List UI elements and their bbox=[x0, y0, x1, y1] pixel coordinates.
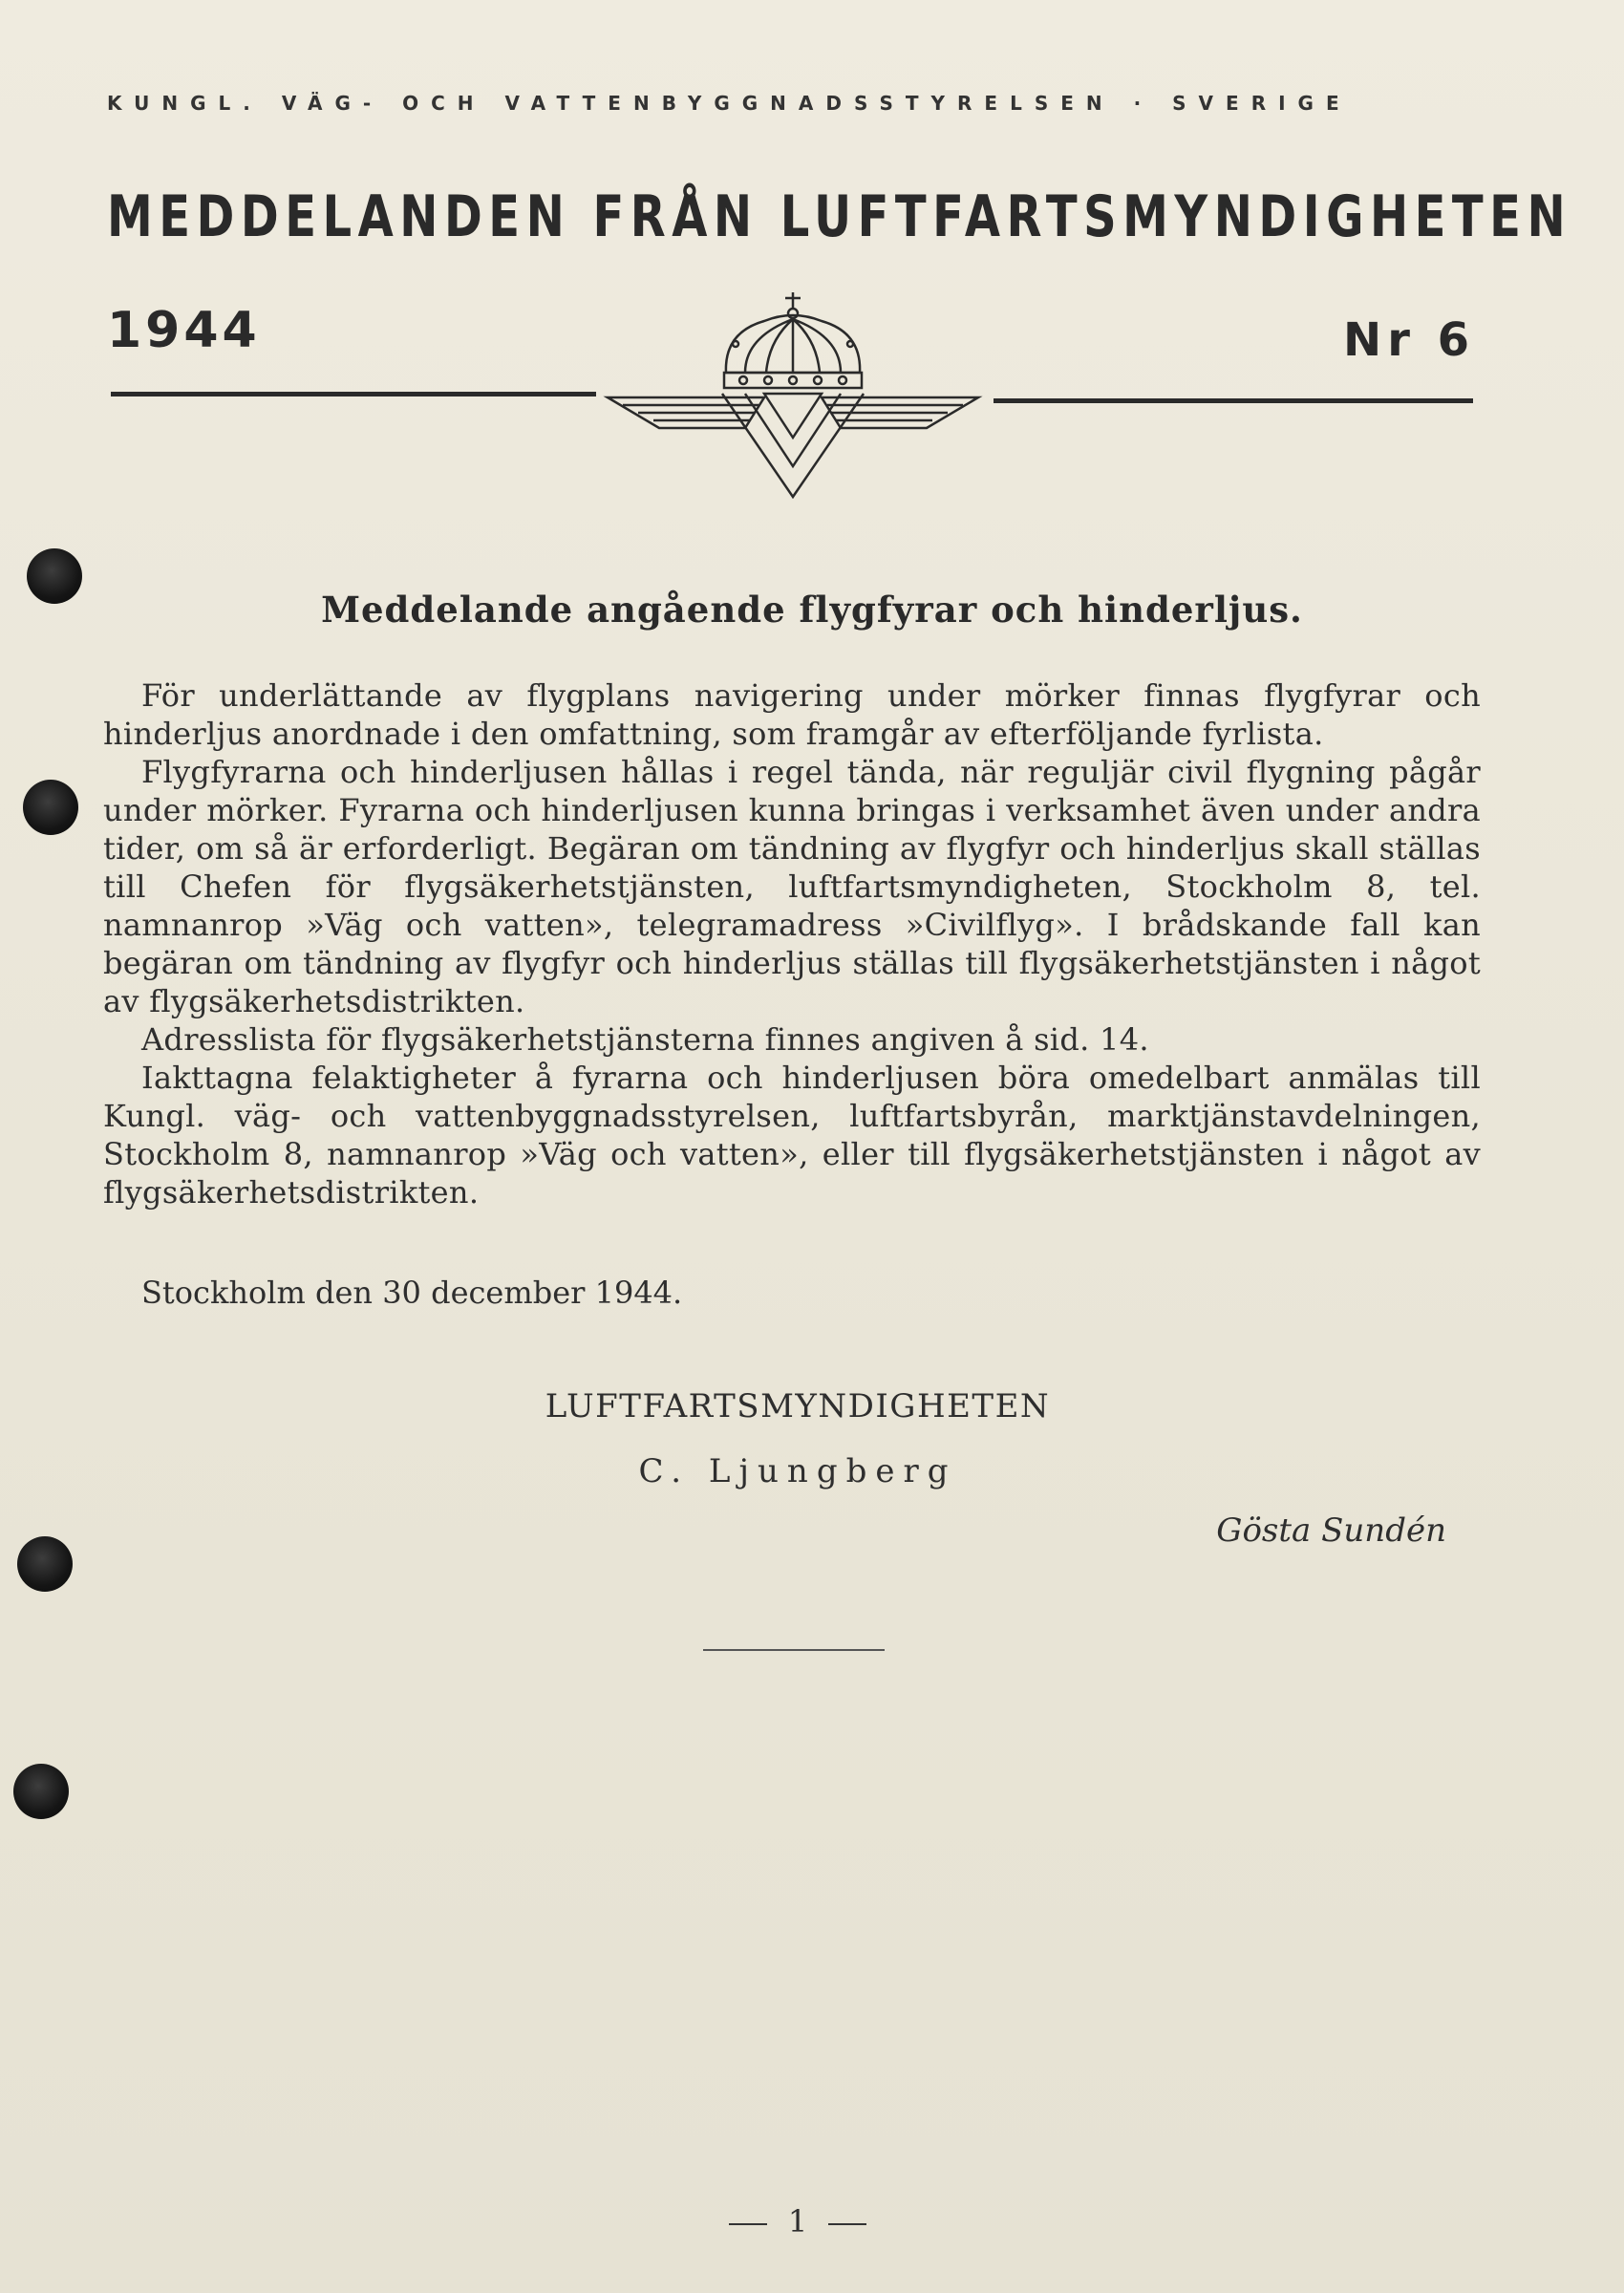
punch-hole bbox=[23, 780, 78, 835]
header-rule-left bbox=[111, 392, 596, 396]
cosigner-name: Gösta Sundén bbox=[1216, 1511, 1446, 1550]
page-footer bbox=[0, 2203, 1595, 2239]
body-paragraph: För underlättande av flygplans navigering under mörker finnas flygfyrar och hinderljus anordnade i den omfattning, som framgår av efterföljande fyrlista. bbox=[103, 677, 1481, 752]
dateline: Stockholm den 30 december 1944. bbox=[141, 1275, 683, 1311]
body-paragraph: Iakttagna felaktigheter å fyrarna och hinderljusen böra omedelbart anmälas till Kungl. väg- och vattenbyggnadsstyrelsen, luftfartsbyrån, marktjänstavdelningen, Stockholm 8, namnanrop »Väg och vatten», eller till flygsäkerhetstjänsten i något av flygsäkerhetsdistrikten. bbox=[103, 1060, 1481, 1211]
document-title: Meddelande angående flygfyrar och hinderljus. bbox=[321, 589, 1303, 631]
agency-line: KUNGL. VÄG- OCH VATTENBYGGNADSSTYRELSEN · SVERIGE bbox=[107, 92, 1352, 115]
punch-hole bbox=[13, 1764, 69, 1819]
header-rule-right bbox=[994, 398, 1473, 403]
issuing-authority: LUFTFARTSMYNDIGHETEN bbox=[545, 1387, 1051, 1425]
document-body bbox=[103, 676, 1481, 1211]
page-number: 1 bbox=[787, 2203, 808, 2239]
closing-rule bbox=[703, 1649, 885, 1651]
crowned-winged-v-emblem-icon bbox=[602, 285, 984, 504]
body-paragraph: Adresslista för flygsäkerhetstjänsterna finnes angiven å sid. 14. bbox=[141, 1021, 1149, 1058]
signer-name: C. Ljungberg bbox=[638, 1452, 957, 1490]
issue-number: Nr 6 bbox=[1343, 313, 1475, 367]
masthead-title: MEDDELANDEN FRÅN LUFTFARTSMYNDIGHETEN bbox=[107, 183, 1572, 250]
publication-year: 1944 bbox=[107, 302, 261, 359]
dash-icon bbox=[729, 2223, 767, 2225]
body-paragraph: Flygfyrarna och hinderljusen hållas i regel tända, när reguljär civil flygning pågår under mörker. Fyrarna och hinderljusen kunna bringas i verksamhet även under andra tider, om så är erforderligt. Begäran om tändning av flygfyr och hinderljus skall ställas till Chefen för flygsäkerhetstjänsten, luftfartsmyndigheten, Stockholm 8, tel. namnanrop »Väg och vatten», telegramadress »Civilflyg». I brådskande fall kan begäran om tändning av flygfyr och hinderljus ställas till flygsäkerhetstjänsten i något av flygsäkerhetsdistrikten. bbox=[103, 754, 1481, 1019]
punch-hole bbox=[17, 1536, 73, 1592]
dash-icon bbox=[828, 2223, 866, 2225]
